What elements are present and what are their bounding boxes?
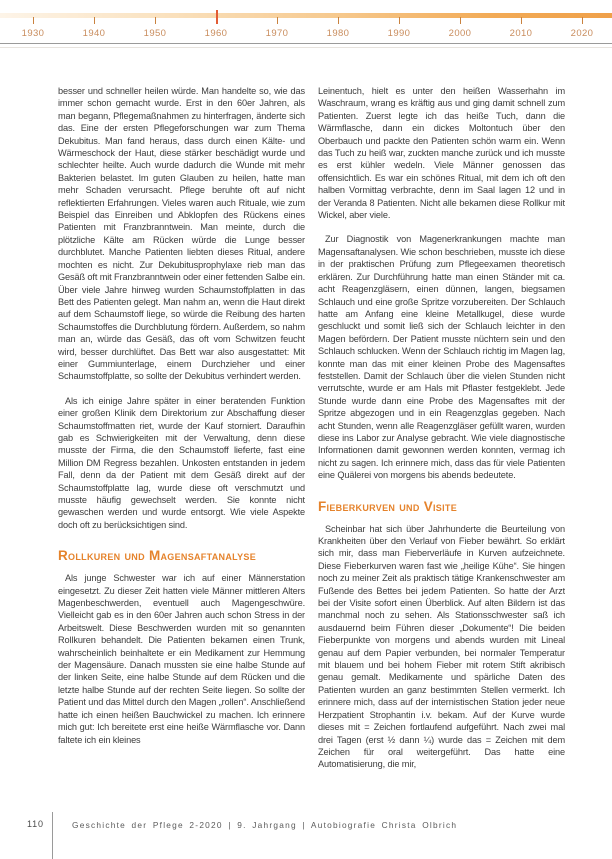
paragraph-schaumstoffmatten: Als ich einige Jahre später in einer beratenden Funktion einer großen Klinik dem Direktorium zur Abschaffung dieser Schaumstoffmatten riet, wurde der Kauf storniert. Daraufhin gab es Schwierigkeiten mit der Verwaltung, denn diese musste der Firma, die den Schaumstoff lieferte, fast eine Million DM Regress bezahlen. Unkosten entstanden in jedem Fall, denn da der Patient mit dem Gesäß direkt auf der Schaumstoffplatte lag, wurde diese oft verschmutzt und musste häufig gewechselt werden. Sie konnte nicht gewaschen werden und wurde entsorgt. Wie viele Aspekte doch oft zu berücksichtigen sind.	[58, 395, 305, 530]
paragraph-rollkuren: Als junge Schwester war ich auf einer Männerstation eingesetzt. Zu dieser Zeit hatten viele Männer mittleren Alters Magenbeschwerden, eventuell auch Magengeschwüre. Vielleicht gab es in den 60er Jahren auch schon Stress in der Arbeitswelt. Diese Beschwerden wurden mit so genannten Rollkuren behandelt. Die Patienten bekamen einen Trunk, wahrscheinlich beinhaltete er ein Medikament zur Hemmung der Magensäure. Danach mussten sie eine halbe Stunde auf der linken Seite, eine halbe Stunde auf dem Rücken und die letzte halbe Stunde auf der rechten Seite liegen. So sollte der Patient und das Mittel durch den Magen „rollen“. Anschließend hatte ich einen heißen Bauchwickel zu machen. Ich erinnere mich gut: Ich bereitete erst eine heiße Wärmflasche vor. Dann faltete ich ein kleines	[58, 573, 305, 745]
section-heading-fieberkurven: Fieberkurven und Visite	[318, 498, 458, 514]
timeline-year-label: 1980	[326, 28, 350, 39]
page-number: 110	[27, 819, 44, 829]
timeline-tick	[33, 17, 35, 24]
timeline-highlight-tick	[216, 10, 219, 24]
timeline-year-label: 1960	[204, 28, 228, 39]
timeline-tick	[582, 17, 584, 24]
footer-divider	[52, 812, 53, 859]
timeline-tick	[460, 17, 462, 24]
header-rule	[0, 43, 612, 44]
running-title: Geschichte der Pflege 2-2020 | 9. Jahrgang | Autobiografie Christa Olbrich	[72, 819, 458, 830]
paragraph-fieberkurven: Scheinbar hat sich über Jahrhunderte die Beurteilung von Krankheiten über den Verlauf von Fieber bewährt. So erklärt sich mir, dass man Fieberverläufe in Kurven aufzeichnete. Diese Fieberkurven waren fast wie „heilige Kühe“. Sie hingen noch zu meiner Zeit als praktisch tätige Krankenschwester am Fußende des Bettes bei jedem Patienten. So hatte der Arzt bei der Visite sofort einen Überblick. Auf alten Bildern ist das manchmal noch zu sehen. Als Stationsschwester saß ich ausdauernd beim Führen dieser „Dokumente“! Die beiden Fieberpunkte von morgens und abends wurden mit Lineal genau auf dem Papier verbunden, bei normaler Temperatur mit blauem und bei hohem Fieber mit rotem Stift akribisch genau gemalt. Medikamente und spärliche Daten des Patienten wurden an ganz bestimmten Stellen vermerkt. Ich erinnere mich, dass auf der internistischen Station jeder neue Herzpatient Strophantin i.v. bekam. Auf der Kurve wurde dieses mit = Zeichen fortlaufend aufgeführt. Nach zwei mal drei Tagen (erst ½ dann ¼) wurde das = Zeichen mit dem Zeichen für oral weitergeführt. Das hatte eine Automatisierung, die mir,	[318, 523, 565, 770]
paragraph-bauchwickel: Leinentuch, hielt es unter den heißen Wasserhahn im Waschraum, wrang es kräftig aus und ging damit schnell zum Patienten. Zuerst legte ich das heiße Tuch, dann die Wärmflasche, dann ein dickes Moltontuch über den Oberbauch und packte den Patienten schön warm ein. Wenn das Tuch zu heiß war, zuckten manche zurück und ich musste es erst kühler wedeln. Viele Männer genossen das offensichtlich. Es war ein schönes Ritual, mit dem ich oft den halben Vormittag verbrachte, denn im Saal lagen 12 und in der Veranda 8 Patienten. Nicht alle bekamen diese Rollkur mit Wickel, aber viele.	[318, 86, 565, 221]
timeline-tick	[399, 17, 401, 24]
timeline-year-label: 1940	[82, 28, 106, 39]
timeline-tick	[277, 17, 279, 24]
timeline-tick	[338, 17, 340, 24]
timeline-year-label: 1930	[21, 28, 45, 39]
header-rule-shadow	[0, 47, 612, 48]
timeline-year-label: 1970	[265, 28, 289, 39]
column-left	[58, 85, 305, 807]
column-right	[318, 85, 565, 807]
section-heading-rollkuren: Rollkuren und Magensaftanalyse	[58, 548, 257, 564]
page-footer	[0, 810, 612, 859]
paragraph-magensaftanalyse: Zur Diagnostik von Magenerkrankungen machte man Magensaftanalysen. Wie schon beschrieben, musste ich diese in der praktischen Prüfung zum Pflegeexamen theoretisch erklären. Zur Durchführung hatte man einen Ständer mit ca. acht Reagenzgläsern, einen dünnen, langen, biegsamen Schlauch und eine große Spritze vorzubereiten. Der Schlauch hatte am Anfang eine kleine Metallkugel, diese wurde geschluckt und somit ließ sich der Schlauch leichter in den Magen befördern. Der Patient musste nüchtern sein und den Schlauch schlucken. Wenn der Schlauch richtig im Magen lag, konnte man das mit einer kleinen Probe des Magensaftes feststellen. Damit der Schlauch über die vielen Stunden nicht verrutschte, wurde er am Hals mit Pflaster festgeklebt. Jede Stunde wurde dann eine Probe des Magensaftes mit der Spritze abgezogen und in ein Reagenzglas gegeben. Nach acht Stunden, wenn alle Reagenzgläser gefüllt waren, wurden diese ins Labor zur Analyse gebracht. Wie viele diagnostische Informationen damit gewonnen werden konnten, vermag ich nicht zu sagen. Ich erinnere mich, dass das für viele Patienten eine Quälerei von morgens bis abends bedeutete.	[318, 234, 565, 481]
timeline-tick	[521, 17, 523, 24]
timeline-year-label: 1990	[387, 28, 411, 39]
timeline-year-label: 2020	[570, 28, 594, 39]
article-body	[58, 85, 565, 807]
timeline-tick	[94, 17, 96, 24]
timeline-year-label: 1950	[143, 28, 167, 39]
paragraph-dekubitus-rituale: besser und schneller heilen würde. Man handelte so, wie das immer schon gemacht wurde. Erst in den 60er Jahren, als man begann, Pflegemaßnahmen zu hinterfragen, änderte sich das. Eine der ersten Pflegeforschungen war zum Thema Dekubitus. Man fand heraus, dass durch einen Kälte- und Wärmeschock der Haut, diese stärker beschädigt wurde und schlechter heilte. Auch wurde dadurch die Wunde mit mehr Bakterien belastet. Im guten Glauben zu heilen, hatte man mehr Schaden verursacht. Pflege beruhte oft auf nicht reflektierten Erfahrungen. Vieles waren auch Rituale, wie zum Beispiel das Einreiben und Abklopfen des Rückens eines Patienten mit Franzbranntwein. Man meinte, durch die plötzliche Kälte am Rücken würde die Lunge besser durchblutet. Manche Patienten liebten dieses Ritual, andere mochten es nicht. Zur Dekubitusprophylaxe rieb man das Gesäß oft mit Franzbranntwein oder einer fettenden Salbe ein. Über viele Jahre hinweg wurden Schaumstoffplatten in das Bett des Patienten gelegt. Man nahm an, wenn die Haut direkt auf dem Schaumstoff liege, so würde die Reibung des harten Schaumstoffes die Durchblutung fördern. Außerdem, so nahm man an, würde das Gesäß, das oft vom Schwitzen feucht wird, besser durchlüftet. Das Bett war also ausgestattet: Mit einer Gummiunterlage, einem Durchzieher und einer Schaumstoffplatte, so sollte der Dekubitus verhindert werden.	[58, 86, 305, 382]
timeline-tick	[155, 17, 157, 24]
timeline-year-label: 2000	[448, 28, 472, 39]
decade-timeline	[0, 0, 612, 50]
timeline-year-label: 2010	[509, 28, 533, 39]
